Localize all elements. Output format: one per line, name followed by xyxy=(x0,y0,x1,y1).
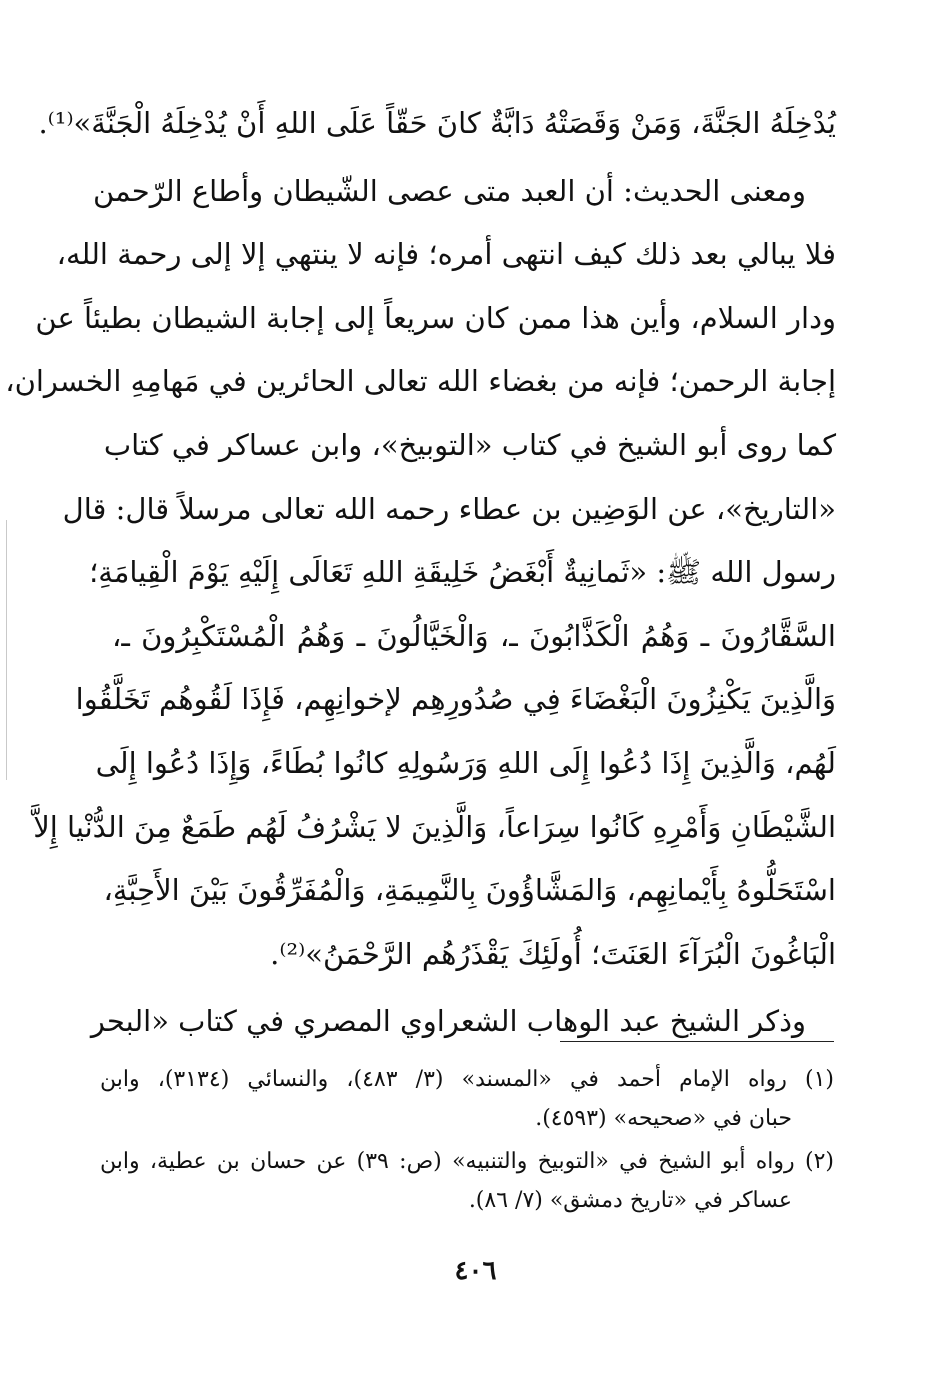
footnote-2-line-2: عساكر في «تاريخ دمشق» (٧/ ٨٦). xyxy=(468,1188,792,1213)
text-line-12: الشَّيْطَانِ وَأَمْرِهِ كَانُوا سِرَاعاً، وَالَّذِينَ لا يَشْرُفُ لَهُم طَمَعٌ مِنَ الدُّنْيا إِلاَّ xyxy=(33,809,836,844)
footnote-2-number: (٢) xyxy=(804,1149,834,1174)
text-line-15: وذكر الشيخ عبد الوهاب الشعراوي المصري في كتاب «البحر xyxy=(90,1004,806,1039)
text-line-5: إجابة الرحمن؛ فإنه من بغضاء الله تعالى الحائرين في مَهامِهِ الخسران، xyxy=(5,364,836,399)
text-line-3: فلا يبالي بعد ذلك كيف انتهى أمره؛ فإنه لا ينتهي إلا إلى رحمة الله، xyxy=(56,237,836,272)
footnote-2-text: رواه أبو الشيخ في «التوبيخ والتنبيه» (ص: ٣٩) عن حسان بن عطية، وابن xyxy=(100,1149,795,1174)
main-text-block xyxy=(5,92,836,1054)
text-line-14: الْبَاغُونَ الْبُرَآءَ العَنَتَ؛ أُولَئِكَ يَقْذَرُهُم الرَّحْمَنُ»⁽²⁾. xyxy=(270,936,836,971)
footnote-1-line-2: حبان في «صحيحه» (٤٥٩٣). xyxy=(535,1106,792,1131)
text-line-11: لَهُم، وَالَّذِينَ إِذَا دُعُوا إِلَى اللهِ وَرَسُولِهِ كانُوا بُطَاءً، وَإِذَا دُعُوا إِلَى xyxy=(95,745,836,780)
page-number: ٤٠٦ xyxy=(454,1256,497,1286)
footnote-separator xyxy=(560,1041,834,1042)
footnote-1-text: رواه الإمام أحمد في «المسند» (٣/ ٤٨٣)، والنسائي (٣١٣٤)، وابن xyxy=(100,1067,787,1092)
text-line-9: السَّقَّارُونَ ـ وَهُمُ الْكَذَّابُونَ ـ، وَالْخَيَّالُونَ ـ وَهُمُ الْمُسْتَكْبِرُونَ ـ، xyxy=(112,618,836,653)
footnotes-block xyxy=(100,1060,834,1224)
footnote-1-number: (١) xyxy=(804,1067,834,1092)
text-line-13: اسْتَحَلُّوهُ بِأَيْمانِهِم، وَالمَشَّاؤُونَ بِالنَّمِيمَةِ، وَالْمُفَرِّقُونَ بَيْنَ الأَحِبَّةِ، xyxy=(103,873,836,908)
text-line-10: وَالَّذِينَ يَكْنِزُونَ الْبَغْضَاءَ فِي صُدُورِهِم لإخوانِهِم، فَإِذَا لَقُوهُم تَخَلَّقُوا xyxy=(75,682,836,717)
text-line-1: يُدْخِلَهُ الجَنَّةَ، وَمَنْ وَقَصَتْهُ دَابَّةٌ كانَ حَقّاً عَلَى اللهِ أَنْ يُدْخِلَهُ الْجَنَّةَ»⁽¹⁾. xyxy=(38,106,836,140)
footnote-2-line-1 xyxy=(100,1142,834,1181)
footnote-2 xyxy=(100,1142,834,1220)
scan-gutter-line xyxy=(6,520,7,780)
footnote-1 xyxy=(100,1060,834,1138)
text-line-6: كما روى أبو الشيخ في كتاب «التوبيخ»، وابن عساكر في كتاب xyxy=(103,427,836,462)
text-line-8: رسول الله ﷺ: «ثَمانِيةٌ أَبْغَضُ خَلِيقَةِ اللهِ تَعَالَى إِلَيْهِ يَوْمَ الْقِيامَةِ؛ xyxy=(89,555,836,590)
text-line-2: ومعنى الحديث: أن العبد متى عصى الشّيطان وأطاع الرّحمن xyxy=(92,173,806,208)
text-line-7: «التاريخ»، عن الوَضِين بن عطاء رحمه الله تعالى مرسلاً قال: قال xyxy=(62,491,836,526)
text-line-4: ودار السلام، وأين هذا ممن كان سريعاً إلى إجابة الشيطان بطيئاً عن xyxy=(35,300,836,335)
footnote-1-line-1 xyxy=(100,1060,834,1099)
